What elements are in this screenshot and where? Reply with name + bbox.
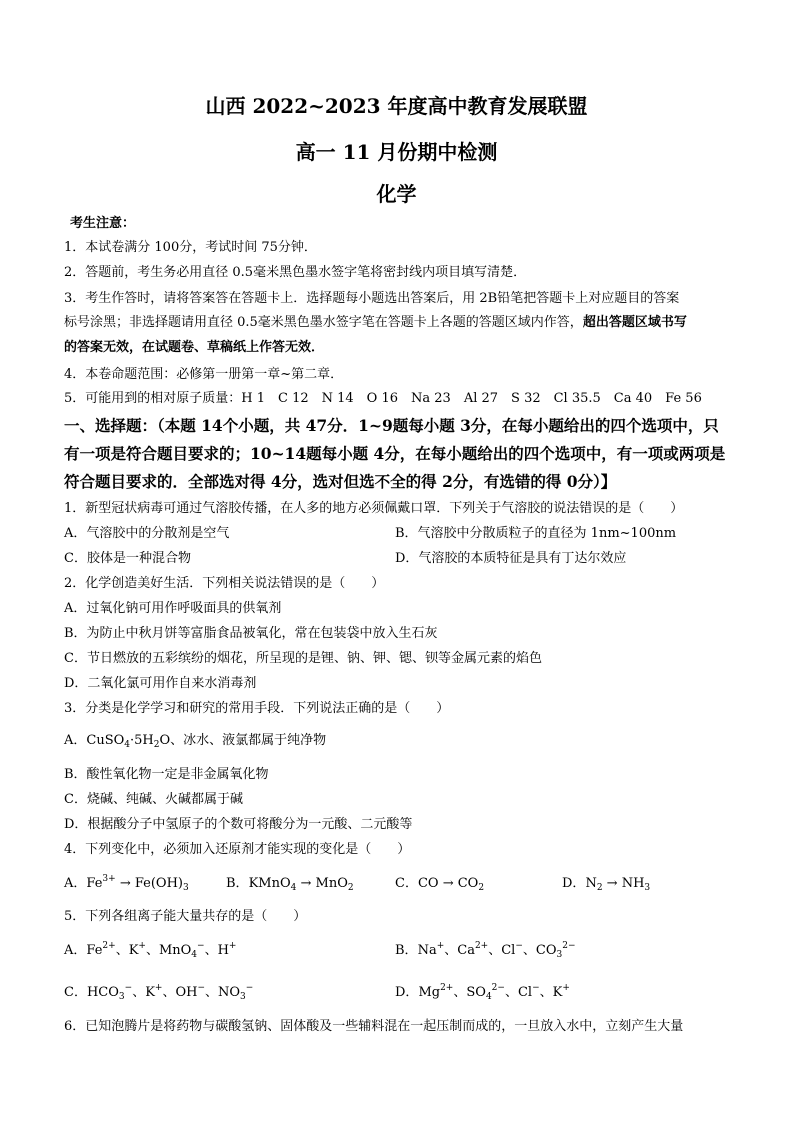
- q3-option-d: D．根据酸分子中氢原子的个数可将酸分为一元酸、二元酸等: [64, 817, 413, 832]
- q5-option-c: C．$HCO_3^-$、K+、OH−、$NO_3^-$: [64, 983, 254, 1002]
- notice-item-3-emphasis: 超出答题区域书写: [582, 315, 687, 330]
- q5-option-d: D．$Mg^{2+}$、$SO_4^{2-}$、Cl−、K+: [395, 983, 570, 1002]
- q2-stem: 2．化学创造美好生活．下列相关说法错误的是（ ）: [64, 576, 385, 591]
- q2-option-c: C．节日燃放的五彩缤纷的烟花，所呈现的是锂、钠、钾、锶、钡等金属元素的焰色: [64, 651, 542, 666]
- q4-option-a: A．$Fe^{3+} \to Fe(OH)_3$: [64, 874, 189, 893]
- q4-option-c: C．CO → $CO_2$: [395, 876, 485, 893]
- section-heading-line1: 一、选择题：（本题 14个小题，共 47分．1~9题每小题 3分，在每小题给出的四个选项中，只: [64, 416, 719, 435]
- q1-option-b: B．气溶胶中分散质粒子的直径为 1nm~100nm: [395, 526, 677, 541]
- q4-option-d: D．$N_2 \to NH_3$: [562, 876, 651, 893]
- q4-stem: 4．下列变化中，必须加入还原剂才能实现的变化是（ ）: [64, 842, 411, 857]
- notice-item-3-line3: 的答案无效，在试题卷、草稿纸上作答无效．: [64, 340, 325, 355]
- q5-stem: 5．下列各组离子能大量共存的是（ ）: [64, 909, 307, 924]
- q2-option-d: D．二氧化氯可用作自来水消毒剂: [64, 676, 257, 691]
- notice-item-3: 3．考生作答时，请将答案答在答题卡上．选择题每小题选出答案后，用 2B铅笔把答题卡上对应题目的答案: [64, 291, 680, 306]
- q6-stem: 6．已知泡腾片是将药物与碳酸氢钠、固体酸及一些辅料混在一起压制而成的，一旦放入水中，立刻产生大量: [64, 1019, 684, 1034]
- q5-option-a: A．$Fe^{2+}$、K+、MnO$_4$−、H+: [64, 941, 237, 960]
- notice-item-5: 5．可能用到的相对原子质量：H 1 C 12 N 14 O 16 Na 23 Al 27 S 32 Cl 35.5 Ca 40 Fe 56: [64, 391, 702, 406]
- exam-subtitle: 高一 11 月份期中检测: [295, 140, 498, 164]
- q3-option-b: B．酸性氧化物一定是非金属氧化物: [64, 767, 269, 782]
- exam-title: 山西 2022~2023 年度高中教育发展联盟: [205, 94, 588, 118]
- q3-option-c: C．烧碱、纯碱、火碱都属于碱: [64, 792, 243, 807]
- q1-stem: 1．新型冠状病毒可通过气溶胶传播，在人多的地方必须佩戴口罩．下列关于气溶胶的说法错误的是（ ）: [64, 501, 684, 516]
- section-heading-line2: 有一项是符合题目要求的；10~14题每小题 4分，在每小题给出的四个选项中，有一项或两项是: [64, 444, 726, 463]
- q2-option-b: B．为防止中秋月饼等富脂食品被氧化，常在包装袋中放入生石灰: [64, 626, 438, 641]
- q1-option-c: C．胶体是一种混合物: [64, 551, 191, 566]
- notice-item-3-line2: 标号涂黑；非选择题请用直径 0.5毫米黑色墨水签字笔在答题卡上各题的答题区域内作答，: [64, 315, 583, 330]
- q4-option-b: B．KMnO$_4$ → MnO$_2$: [226, 876, 354, 893]
- exam-subject: 化学: [376, 182, 417, 206]
- q3-stem: 3．分类是化学学习和研究的常用手段．下列说法正确的是（ ）: [64, 701, 450, 716]
- q3-option-a: A．$CuSO_4\cdot 5H_2O$、冰水、液氯都属于纯净物: [64, 733, 327, 750]
- q5-option-b: B．Na+、$Ca^{2+}$、Cl−、$CO_3^{2-}$: [395, 941, 576, 960]
- notice-item-4: 4．本卷命题范围：必修第一册第一章~第二章．: [64, 367, 344, 382]
- q3-formula: $CuSO_4\cdot 5H_2O$: [86, 733, 171, 750]
- q2-option-a: A．过氧化钠可用作呼吸面具的供氧剂: [64, 601, 282, 616]
- notice-item-2: 2．答题前，考生务必用直径 0.5毫米黑色墨水签字笔将密封线内项目填写清楚．: [64, 265, 527, 280]
- q1-option-d: D．气溶胶的本质特征是具有丁达尔效应: [395, 551, 627, 566]
- notice-item-1: 1．本试卷满分 100分，考试时间 75分钟．: [64, 240, 317, 255]
- notice-item-3-cont: [64, 315, 687, 331]
- notice-heading: 考生注意：: [70, 216, 136, 231]
- q1-option-a: A．气溶胶中的分散剂是空气: [64, 526, 230, 541]
- section-heading-line3: 符合题目要求的．全部选对得 4分，选对但选不全的得 2分，有选错的得 0分）】: [64, 472, 617, 491]
